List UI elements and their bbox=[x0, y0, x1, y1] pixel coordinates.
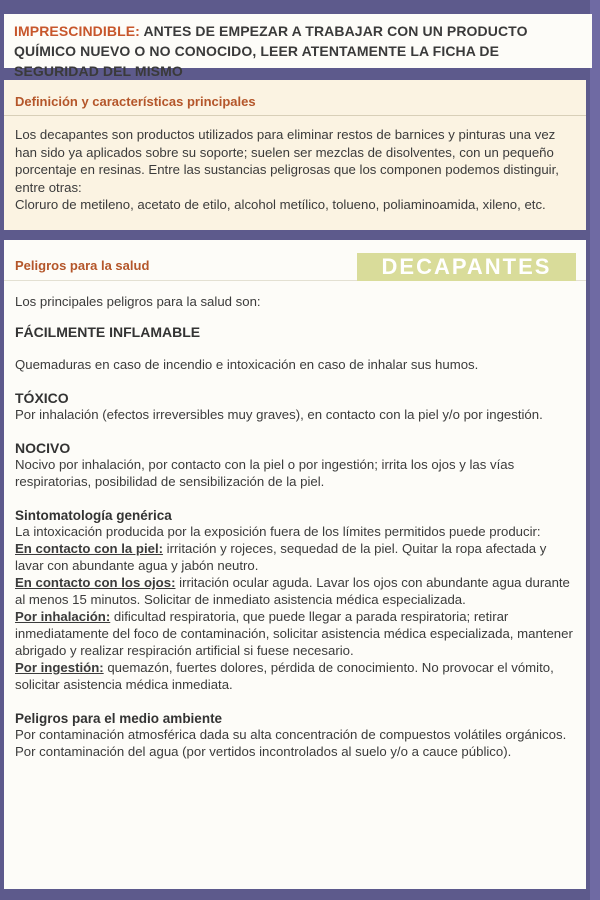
environment-title: Peligros para el medio ambiente bbox=[15, 711, 223, 726]
divider bbox=[4, 115, 586, 116]
warning-label: IMPRESCINDIBLE: bbox=[14, 23, 140, 39]
flammable-text: Quemaduras en caso de incendio e intoxicación en caso de inhalar sus humos. bbox=[15, 357, 479, 372]
safety-warning-box bbox=[4, 14, 592, 79]
harmful-text: Nocivo por inhalación, por contacto con la piel o por ingestión; irrita los ojos y las vías respiratorias, posibilidad de sensibilización de la piel. bbox=[15, 457, 515, 489]
toxic-text: Por inhalación (efectos irreversibles muy graves), en contacto con la piel y/o por ingestión. bbox=[15, 407, 543, 422]
flammable-title: FÁCILMENTE INFLAMABLE bbox=[15, 324, 201, 340]
inhalation-text: dificultad respiratoria, que puede llegar a parada respiratoria; retirar inmediatamente del foco de contaminación, solicitar asistencia médica especializada, mantener abrigado y realizar respiración artificial si fuese necesario. bbox=[15, 609, 573, 658]
health-hazards-section bbox=[4, 240, 586, 889]
symptoms-title: Sintomatología genérica bbox=[15, 508, 172, 523]
substances-list: Cloruro de metileno, acetato de etilo, alcohol metílico, tolueno, poliaminoamida, xileno, etc. bbox=[15, 197, 546, 212]
warning-text: ANTES DE EMPEZAR A TRABAJAR CON UN PRODUCTO QUÍMICO NUEVO O NO CONOCIDO, LEER ATENTAMENTE LA FICHA DE SEGURIDAD DEL MISMO bbox=[14, 23, 528, 79]
eyes-text: irritación ocular aguda. Lavar los ojos con abundante agua durante al menos 15 minutos. Solicitar de inmediato asistencia médica especializada. bbox=[15, 575, 570, 607]
ingestion-text: quemazón, fuertes dolores, pérdida de conocimiento. No provocar el vómito, solicitar asistencia médica inmediata. bbox=[15, 660, 554, 692]
eye-contact bbox=[15, 574, 576, 608]
health-heading: Peligros para la salud bbox=[15, 258, 150, 273]
ingestion bbox=[15, 659, 576, 693]
inhalation bbox=[15, 608, 576, 659]
health-intro: Los principales peligros para la salud son: bbox=[15, 294, 261, 309]
environment-air: Por contaminación atmosférica dada su alta concentración de compuestos volátiles orgánicos. bbox=[15, 727, 567, 742]
environment-water: Por contaminación del agua (por vertidos incontrolados al suelo y/o a cauce público). bbox=[15, 744, 512, 759]
toxic-title: TÓXICO bbox=[15, 390, 69, 406]
symptoms-intro: La intoxicación producida por la exposición fuera de los límites permitidos puede producir: bbox=[15, 524, 541, 539]
inhalation-label: Por inhalación: bbox=[15, 609, 111, 624]
product-banner: DECAPANTES bbox=[357, 253, 576, 281]
definition-section bbox=[4, 80, 586, 230]
definition-paragraph: Los decapantes son productos utilizados para eliminar restos de barnices y pinturas una vez han sido ya aplicados sobre su soporte; suelen ser mezclas de disolventes, con un pequeño porcentaje en resinas. Entre las sustancias peligrosas que los componen podemos distinguir, entre otras: bbox=[15, 127, 559, 195]
harmful-title: NOCIVO bbox=[15, 440, 71, 456]
page-edge-strip bbox=[590, 0, 600, 900]
skin-contact bbox=[15, 540, 576, 574]
definition-heading: Definición y características principales bbox=[15, 94, 256, 109]
skin-text: irritación y rojeces, sequedad de la piel. Quitar la ropa afectada y lavar con abundante agua y jabón neutro. bbox=[15, 541, 547, 573]
ingestion-label: Por ingestión: bbox=[15, 660, 104, 675]
eyes-label: En contacto con los ojos: bbox=[15, 575, 176, 590]
skin-label: En contacto con la piel: bbox=[15, 541, 164, 556]
